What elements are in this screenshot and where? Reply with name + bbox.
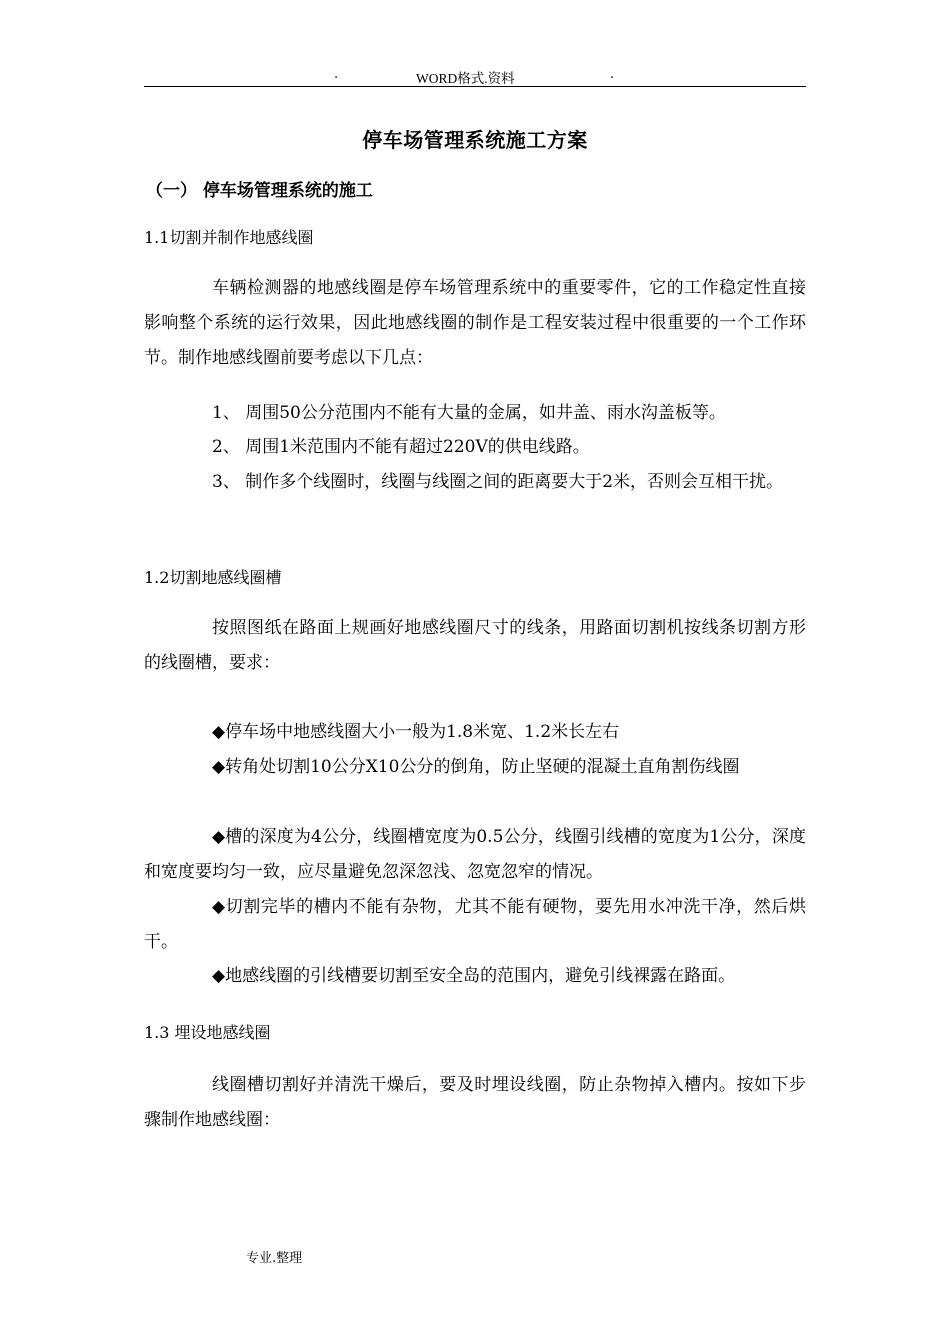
- section-heading: （一） 停车场管理系统的施工: [146, 181, 373, 201]
- header-dot-right: .: [610, 67, 615, 82]
- list-item-3: 3、 制作多个线圈时，线圈与线圈之间的距离要大于2米，否则会互相干扰。: [212, 472, 784, 492]
- subheading-1-1: 1.1切割并制作地感线圈: [144, 228, 314, 247]
- subheading-1-2: 1.2切割地感线圈槽: [144, 568, 282, 587]
- bullet-item-2: ◆转角处切割10公分X10公分的倒角，防止坚硬的混凝土直角割伤线圈: [212, 757, 740, 777]
- list-item-1: 1、 周围50公分范围内不能有大量的金属，如井盖、雨水沟盖板等。: [212, 403, 726, 423]
- bullet-item-4: ◆切割完毕的槽内不能有杂物，尤其不能有硬物，要先用水冲洗干净，然后烘干。: [144, 897, 806, 952]
- document-title: 停车场管理系统施工方案: [362, 128, 588, 152]
- bullet-item-1: ◆停车场中地感线圈大小一般为1.8米宽、1.2米长左右: [212, 722, 620, 742]
- header-dot-left: .: [334, 67, 339, 82]
- header-text: WORD格式.资料: [416, 71, 515, 86]
- bullet-item-3: ◆槽的深度为4公分，线圈槽宽度为0.5公分，线圈引线槽的宽度为1公分，深度和宽度要均匀一致，应尽量避免忽深忽浅、忽宽忽窄的情况。: [144, 827, 806, 882]
- paragraph-1-1-intro: 车辆检测器的地感线圈是停车场管理系统中的重要零件，它的工作稳定性直接影响整个系统的运行效果，因此地感线圈的制作是工程安装过程中很重要的一个工作环节。制作地感线圈前要考虑以下几点：: [144, 278, 806, 368]
- page-footer: 专业.整理: [246, 1251, 303, 1266]
- paragraph-1-3-intro: 线圈槽切割好并清洗干燥后，要及时埋设线圈，防止杂物掉入槽内。按如下步骤制作地感线圈：: [144, 1075, 806, 1130]
- subheading-1-3: 1.3 埋设地感线圈: [144, 1023, 271, 1042]
- bullet-item-5: ◆地感线圈的引线槽要切割至安全岛的范围内，避免引线裸露在路面。: [212, 966, 736, 986]
- page-header: [144, 64, 806, 87]
- list-item-2: 2、 周围1米范围内不能有超过220V的供电线路。: [212, 437, 590, 457]
- paragraph-1-2-intro: 按照图纸在路面上规画好地感线圈尺寸的线条，用路面切割机按线条切割方形的线圈槽，要求：: [144, 618, 806, 673]
